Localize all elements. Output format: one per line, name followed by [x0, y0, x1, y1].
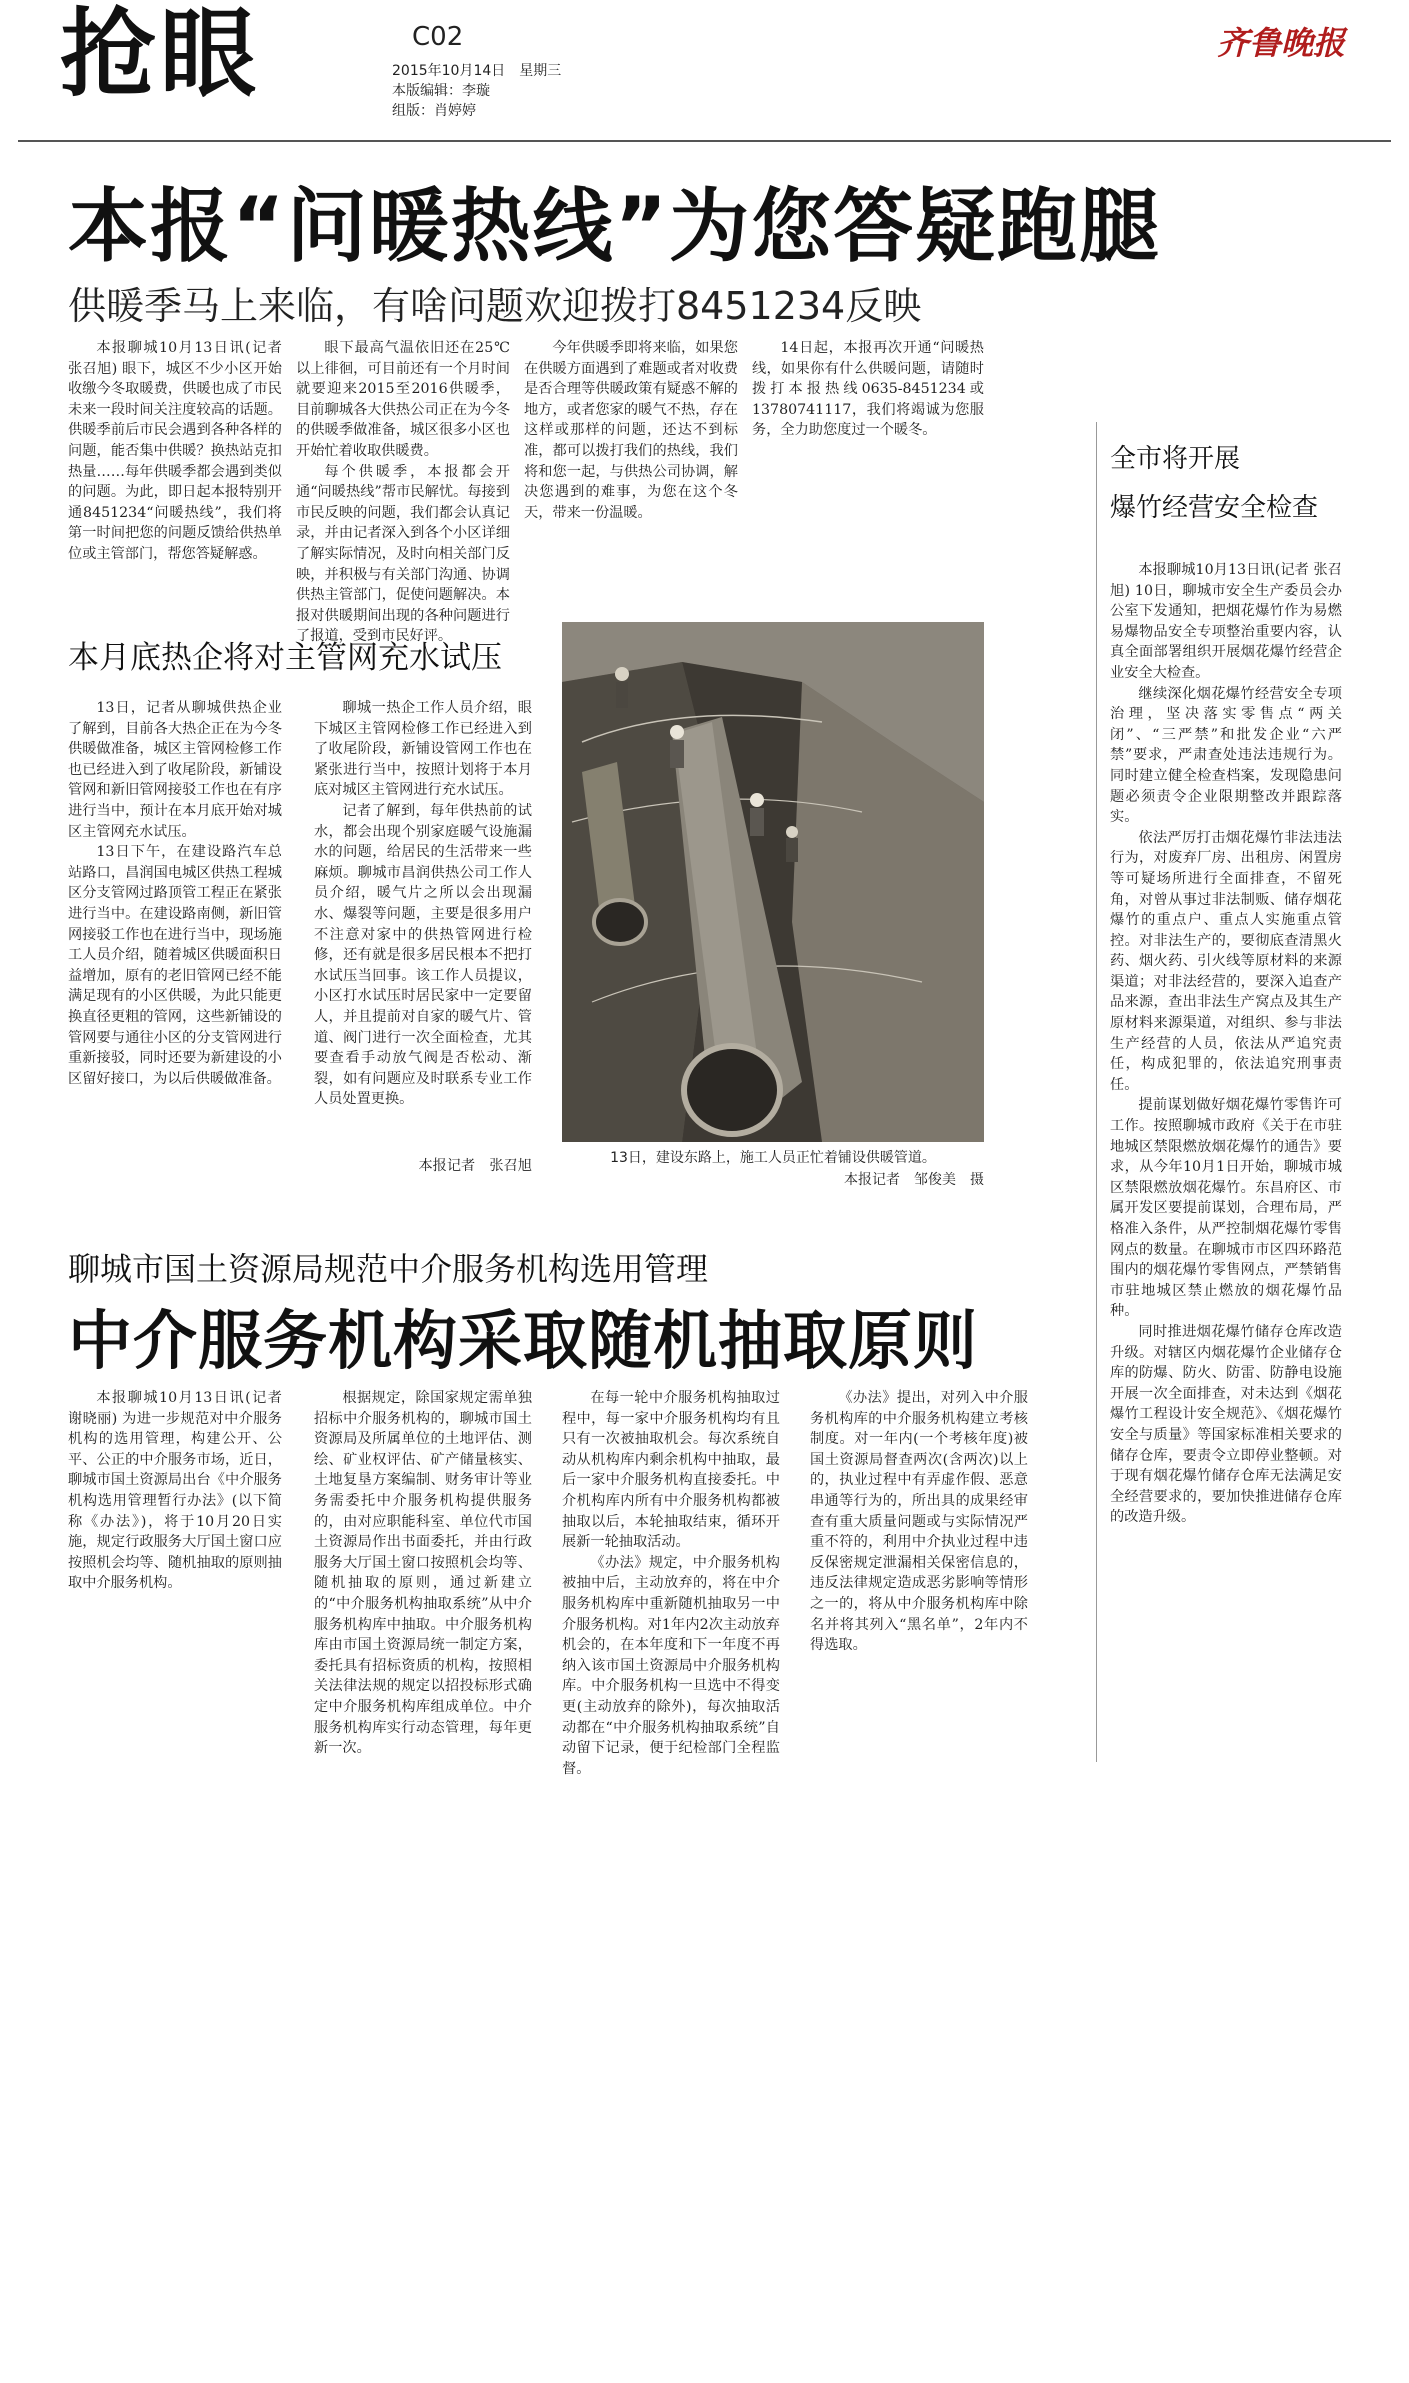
- sidebar-paragraph: 提前谋划做好烟花爆竹零售许可工作。按照聊城市政府《关于在市驻地城区禁限燃放烟花爆竹的通告》要求，从今年10月1日开始，聊城市城区禁限燃放烟花爆竹。东昌府区、市属开发区要提前谋划，合理布局，严格准入条件，从严控制烟花爆竹零售网点的数量。在聊城市市区四环路范围内的烟花爆竹零售网点，严禁销售市驻地城区禁止燃放的烟花爆竹品种。: [1110, 1097, 1342, 1320]
- story2-paragraph: 记者了解到，每年供热前的试水，都会出现个别家庭暖气设施漏水的问题，给居民的生活带来一些麻烦。聊城市昌润供热公司工作人员介绍，暖气片之所以会出现漏水、爆裂等问题，主要是很多用户不注意对家中的供热管网进行检修，还有就是很多居民根本不把打水试压当回事。该工作人员提议，小区打水试压时居民家中一定要留人，并且提前对自家的暖气片、管道、阀门进行一次全面检查，尤其要查看手动放气阀是否松动、渐裂，如有问题应及时联系专业工作人员处置更换。: [314, 802, 532, 1108]
- lead-paragraph: 本报聊城10月13日讯(记者 张召旭) 眼下，城区不少小区开始收缴今冬取暖费，供暖也成了市民未来一段时间关注度较高的话题。供暖季前后市民会遇到各种各样的问题，能否集中供暖？换热站克扣热量……每年供暖季都会遇到类似的问题。为此，即日起本报特别开通8451234“问暖热线”，我们将第一时间把您的问题反馈给供热单位或主管部门，帮您答疑解惑。: [68, 340, 282, 562]
- header-rule: [18, 140, 1391, 142]
- story3-kicker: 聊城市国土资源局规范中介服务机构选用管理: [68, 1250, 709, 1288]
- sidebar-headline-line2: 爆竹经营安全检查: [1110, 493, 1319, 523]
- pipeline-photo: [562, 622, 984, 1142]
- lead-paragraph: 今年供暖季即将来临，如果您在供暖方面遇到了难题或者对收费是否合理等供暖政策有疑惑不解的地方，或者您家的暖气不热，存在这样或那样的问题，还达不到标准，都可以拨打我们的热线，我们将和您一起，与供热公司协调，解决您遇到的难事，为您在这个冬天，带来一份温暖。: [524, 340, 738, 521]
- masthead-brand: 抢眼: [60, 0, 260, 110]
- lead-paragraph: 眼下最高气温依旧还在25℃以上徘徊，可目前还有一个月时间就要迎来2015至2016供暖季，目前聊城各大供热公司正在为今冬的供暖季做准备，城区很多小区也开始忙着收取供暖费。: [296, 340, 510, 459]
- layout-credit: 组版：肖婷婷: [392, 103, 476, 119]
- page-code: C02: [412, 22, 464, 52]
- story3-column-3: [562, 1388, 780, 1777]
- story3-paragraph: 《办法》规定，中介服务机构被抽中后，主动放弃的，将在中介服务机构库中重新随机抽取另一中介服务机构。对1年内2次主动放弃机会的，在本年度和下一年度不再纳入该市国土资源局中介服务机构库。中介服务机构一旦选中不得变更(主动放弃的除外)，每次抽取活动都在“中介服务机构抽取系统”自动留下记录，便于纪检部门全程监督。: [562, 1554, 780, 1777]
- lead-column-1: [68, 338, 282, 608]
- sidebar-divider: [1096, 422, 1097, 1762]
- story3-column-4: [810, 1388, 1028, 1758]
- story3-paragraph: 在每一轮中介服务机构抽取过程中，每一家中介服务机构均有且只有一次被抽取机会。每次系统自动从机构库内剩余机构中抽取，最后一家中介服务机构直接委托。中介机构库内所有中介服务机构都被抽取以后，本轮抽取结束，循环开展新一轮抽取活动。: [562, 1390, 780, 1551]
- sidebar-paragraph: 继续深化烟花爆竹经营安全专项治理，坚决落实零售点“两关闭”、“三严禁”和批发企业“六严禁”要求，严肃查处违法违规行为。同时建立健全检查档案，发现隐患问题必须责令企业限期整改并跟踪落实。: [1110, 685, 1342, 826]
- sidebar-headline-line1: 全市将开展: [1110, 444, 1241, 474]
- story3-headline: 中介服务机构采取随机抽取原则: [68, 1305, 978, 1379]
- story3-paragraph: 本报聊城10月13日讯(记者 谢晓丽) 为进一步规范对中介服务机构的选用管理，构建公开、公平、公正的中介服务市场，近日，聊城市国土资源局出台《中介服务机构选用管理暂行办法》(以下简称《办法》)，将于10月20日实施，规定行政服务大厅国土窗口应按照机会均等、随机抽取的原则抽取中介服务机构。: [68, 1390, 282, 1592]
- story3-column-2: [314, 1388, 532, 1758]
- story2-paragraph: 聊城一热企工作人员介绍，眼下城区主管网检修工作已经进入到了收尾阶段，新铺设管网工作也在紧张进行当中，按照计划将于本月底对城区主管网进行充水试压。: [314, 700, 532, 799]
- lead-headline: 本报“问暖热线”为您答疑跑腿: [68, 180, 1162, 273]
- story2-paragraph: 13日，记者从聊城供热企业了解到，目前各大热企正在为今冬供暖做准备，城区主管网检修工作也已经进入到了收尾阶段，新铺设管网和新旧管网接驳工作也在有序进行当中，预计在本月底开始对城区主管网充水试压。: [68, 700, 282, 840]
- editor-credit: 本版编辑：李璇: [392, 83, 490, 99]
- story3-paragraph: 《办法》提出，对列入中介服务机构库的中介服务机构建立考核制度。对一年内(一个考核年度)被国土资源局督查两次(含两次)以上的，执业过程中有弄虚作假、恶意串通等行为的，所出具的成果经审查有重大质量问题或与实际情况严重不符的，利用中介执业过程中违反保密规定泄漏相关保密信息的，违反法律规定造成恶劣影响等情形之一的，将从中介服务机构库中除名并将其列入“黑名单”，2年内不得选取。: [810, 1390, 1028, 1654]
- paper-logo: 齐鲁晚报: [1216, 24, 1345, 62]
- lead-paragraph: 每个供暖季，本报都会开通“问暖热线”帮市民解忧。每接到市民反映的问题，我们都会认真记录，并由记者深入到各个小区详细了解实际情况，及时向相关部门反映，并积极与有关部门沟通、协调供热主管部门，促使问题解决。本报对供暖期间出现的各种问题进行了报道，受到市民好评。: [296, 463, 510, 645]
- sidebar-paragraph: 本报聊城10月13日讯(记者 张召旭) 10日，聊城市安全生产委员会办公室下发通知，把烟花爆竹作为易燃易爆物品安全专项整治重要内容，认真全面部署组织开展烟花爆竹经营企业安全大检查。: [1110, 562, 1342, 681]
- photo-caption: 13日，建设东路上，施工人员正忙着铺设供暖管道。: [610, 1150, 936, 1166]
- lead-column-3: [524, 338, 738, 608]
- story2-byline-box: [314, 1156, 532, 1180]
- lead-paragraph: 14日起，本报再次开通“问暖热线，如果你有什么供暖问题，请随时拨打本报热线0635-8451234或13780741117，我们将竭诚为您服务，全力助您度过一个暖冬。: [752, 340, 984, 439]
- story3-column-1: [68, 1388, 282, 1758]
- story3-paragraph: 根据规定，除国家规定需单独招标中介服务机构的，聊城市国土资源局及所属单位的土地评估、测绘、矿业权评估、矿产储量核实、土地复垦方案编制、财务审计等业务需委托中介服务机构提供服务的，由对应职能科室、单位代市国土资源局作出书面委托，并由行政服务大厅国土窗口按照机会均等、随机抽取的原则，通过新建立的“中介服务机构抽取系统”从中介服务机构库中抽取。中介服务机构库由市国土资源局统一制定方案，委托具有招标资质的机构，按照相关法律法规的规定以招投标形式确定中介服务机构库组成单位。中介服务机构库实行动态管理，每年更新一次。: [314, 1390, 532, 1757]
- sidebar-paragraph: 同时推进烟花爆竹储存仓库改造升级。对辖区内烟花爆竹企业储存仓库的防爆、防火、防雷、防静电设施开展一次全面排查，对未达到《烟花爆竹工程设计安全规范》、《烟花爆竹安全与质量》等国家标准相关要求的储存仓库，要责令立即停业整顿。对于现有烟花爆竹储存仓库无法满足安全经营要求的，要加快推进储存仓库的改造升级。: [1110, 1323, 1342, 1526]
- story2-column-2: [314, 698, 532, 1154]
- photo-credit: 本报记者 邹俊美 摄: [844, 1172, 984, 1188]
- story2-byline: 本报记者 张召旭: [418, 1158, 532, 1174]
- sidebar-paragraph: 依法严厉打击烟花爆竹非法违法行为，对废弃厂房、出租房、闲置房等可疑场所进行全面排查，不留死角，对曾从事过非法制贩、储存烟花爆竹的重点户、重点人实施重点管控。对非法生产的，要彻底查清黑火药、烟火药、引火线等原材料的来源渠道；对非法经营的，要深入追查产品来源，查出非法生产窝点及其生产原材料来源渠道，对组织、参与非法生产经营的人员，依法从严追究责任，构成犯罪的，依法追究刑事责任。: [1110, 829, 1342, 1093]
- lead-subhead: 供暖季马上来临，有啥问题欢迎拨打8451234反映: [68, 284, 922, 328]
- story2-paragraph: 13日下午，在建设路汽车总站路口，昌润国电城区供热工程城区分支管网过路顶管工程正在紧张进行当中。在建设路南侧，新旧管网接驳工作也在进行当中，现场施工人员介绍，随着城区供暖面积日益增加，原有的老旧管网已经不能满足现有的小区供暖，为此只能更换直径更粗的管网，这些新铺设的管网要与通往小区的分支管网进行重新接驳，同时还要为新建设的小区留好接口，为以后供暖做准备。: [68, 844, 282, 1087]
- sidebar-column: [1110, 560, 1342, 1760]
- lead-column-4: [752, 338, 984, 608]
- issue-date: 2015年10月14日 星期三: [392, 63, 562, 79]
- lead-column-2: [296, 338, 510, 645]
- story2-headline: 本月底热企将对主管网充水试压: [68, 640, 502, 676]
- story2-column-1: [68, 698, 282, 1178]
